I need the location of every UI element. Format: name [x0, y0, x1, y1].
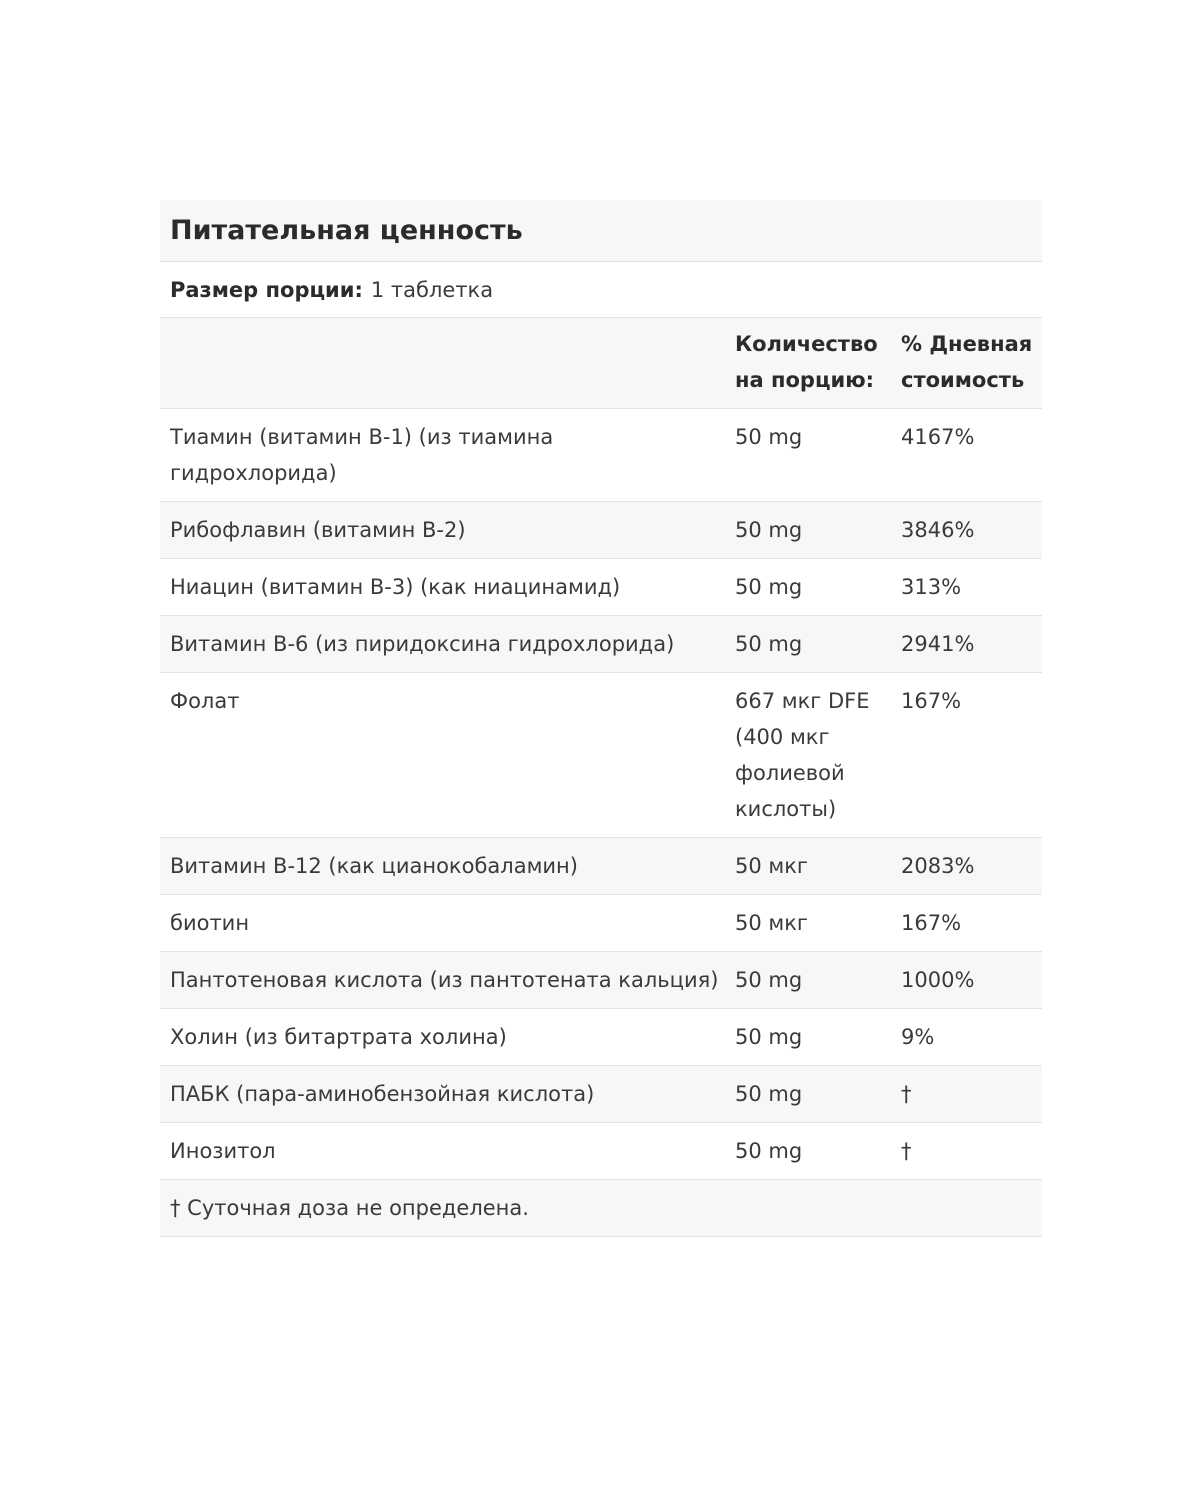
header-amount: Количество на порцию: — [725, 318, 891, 409]
table-row — [160, 1066, 1042, 1123]
nutrient-amount: 50 мкг — [725, 895, 891, 952]
nutrient-name: Фолат — [160, 673, 725, 838]
nutrient-daily-value: 2941% — [891, 616, 1042, 673]
nutrient-amount: 50 мкг — [725, 838, 891, 895]
table-row — [160, 502, 1042, 559]
nutrients-table — [160, 318, 1042, 1237]
header-daily-value: % Дневная стоимость — [891, 318, 1042, 409]
nutrient-daily-value: 3846% — [891, 502, 1042, 559]
nutrient-amount: 667 мкг DFE (400 мкг фолиевой кислоты) — [725, 673, 891, 838]
serving-size-row — [160, 262, 1042, 318]
nutrient-daily-value: 4167% — [891, 409, 1042, 502]
table-row — [160, 895, 1042, 952]
nutrient-name: Пантотеновая кислота (из пантотената кальция) — [160, 952, 725, 1009]
serving-size-label: Размер порции: — [170, 277, 363, 302]
header-nutrient — [160, 318, 725, 409]
nutrient-amount: 50 mg — [725, 952, 891, 1009]
nutrient-daily-value: † — [891, 1066, 1042, 1123]
nutrient-amount: 50 mg — [725, 1009, 891, 1066]
nutrient-name: Тиамин (витамин B-1) (из тиамина гидрохлорида) — [160, 409, 725, 502]
nutrient-amount: 50 mg — [725, 1066, 891, 1123]
footnote: † Суточная доза не определена. — [160, 1180, 1042, 1237]
nutrient-daily-value: 167% — [891, 895, 1042, 952]
panel-title: Питательная ценность — [160, 200, 1042, 262]
table-row — [160, 1123, 1042, 1180]
nutrient-name: Инозитол — [160, 1123, 725, 1180]
nutrient-amount: 50 mg — [725, 502, 891, 559]
table-row — [160, 673, 1042, 838]
footnote-row — [160, 1180, 1042, 1237]
nutrient-daily-value: 1000% — [891, 952, 1042, 1009]
nutrient-daily-value: 313% — [891, 559, 1042, 616]
nutrient-amount: 50 mg — [725, 409, 891, 502]
nutrient-name: Витамин B-6 (из пиридоксина гидрохлорида) — [160, 616, 725, 673]
serving-size-value: 1 таблетка — [370, 277, 494, 302]
table-row — [160, 838, 1042, 895]
table-row — [160, 952, 1042, 1009]
table-row — [160, 1009, 1042, 1066]
nutrient-amount: 50 mg — [725, 616, 891, 673]
nutrient-amount: 50 mg — [725, 559, 891, 616]
nutrient-name: Ниацин (витамин B-3) (как ниацинамид) — [160, 559, 725, 616]
nutrient-daily-value: 2083% — [891, 838, 1042, 895]
table-header-row — [160, 318, 1042, 409]
table-row — [160, 559, 1042, 616]
nutrient-name: Витамин B-12 (как цианокобаламин) — [160, 838, 725, 895]
nutrient-daily-value: 9% — [891, 1009, 1042, 1066]
nutrient-name: Холин (из битартрата холина) — [160, 1009, 725, 1066]
nutrition-facts-panel — [160, 200, 1042, 1237]
nutrient-daily-value: † — [891, 1123, 1042, 1180]
nutrient-name: ПАБК (пара-аминобензойная кислота) — [160, 1066, 725, 1123]
nutrient-name: Рибофлавин (витамин B-2) — [160, 502, 725, 559]
table-row — [160, 616, 1042, 673]
nutrient-daily-value: 167% — [891, 673, 1042, 838]
nutrient-amount: 50 mg — [725, 1123, 891, 1180]
nutrient-name: биотин — [160, 895, 725, 952]
table-row — [160, 409, 1042, 502]
